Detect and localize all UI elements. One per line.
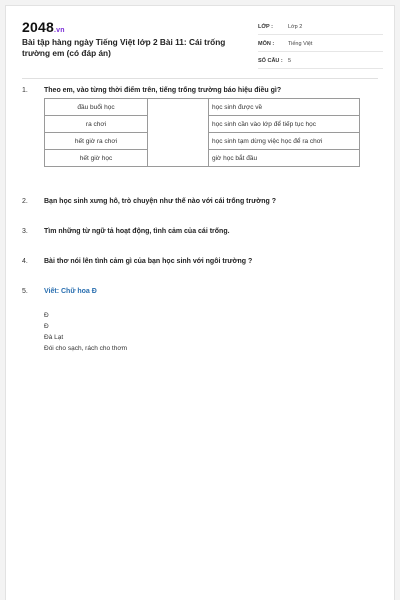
practice-line: Đ [44, 323, 49, 330]
header-divider [22, 78, 378, 79]
match-connector-area[interactable] [148, 99, 209, 167]
question-text: Tìm những từ ngữ tả hoạt động, tình cảm của cái trống. [44, 228, 230, 235]
match-right-cell[interactable]: giờ học bắt đầu [209, 150, 360, 167]
meta-row-count [258, 54, 383, 69]
match-left-cell[interactable]: hết giờ ra chơi [45, 133, 148, 150]
question-number: 2. [22, 198, 28, 205]
worksheet-page [5, 5, 395, 600]
meta-value: Lớp 2 [288, 24, 303, 30]
table-row [45, 99, 360, 116]
document-title: Bài tập hàng ngày Tiếng Việt lớp 2 Bài 11: Cái trống trường em (có đáp án) [22, 37, 226, 58]
writing-practice [44, 310, 127, 354]
match-right-cell[interactable]: học sinh tạm dừng việc học để ra chơi [209, 133, 360, 150]
question-number: 5. [22, 288, 28, 295]
meta-panel [258, 20, 383, 71]
meta-label: MÔN : [258, 41, 275, 47]
practice-line: Đà Lạt [44, 334, 64, 341]
meta-row-grade [258, 20, 383, 35]
match-left-cell[interactable]: ra chơi [45, 116, 148, 133]
match-left-cell[interactable]: đầu buổi học [45, 99, 148, 116]
question-text: Theo em, vào từng thời điểm trên, tiếng trống trường báo hiệu điều gì? [44, 87, 282, 94]
match-left-cell[interactable]: hết giờ học [45, 150, 148, 167]
question-text: Bạn học sinh xưng hô, trò chuyện như thế nào với cái trống trường ? [44, 198, 277, 205]
question-number: 1. [22, 87, 28, 94]
site-logo[interactable] [22, 19, 65, 35]
meta-value: Tiếng Việt [288, 41, 313, 47]
meta-label: SỐ CÂU : [258, 58, 283, 64]
practice-line: Đói cho sạch, rách cho thơm [44, 345, 128, 352]
meta-value: 5 [288, 58, 292, 64]
question-text: Viết: Chữ hoa Đ [44, 288, 97, 295]
match-right-cell[interactable]: học sinh được về [209, 99, 360, 116]
question-number: 3. [22, 228, 28, 235]
practice-line: Đ [44, 312, 49, 319]
meta-label: LỚP : [258, 24, 273, 30]
match-right-cell[interactable]: học sinh cần vào lớp để tiếp tục học [209, 116, 360, 133]
matching-table [44, 98, 360, 167]
meta-row-subject [258, 37, 383, 52]
question-number: 4. [22, 258, 28, 265]
logo-main: 2048 [22, 19, 54, 35]
logo-tld: .vn [53, 27, 65, 34]
question-text: Bài thơ nói lên tình cảm gì của bạn học sinh với ngôi trường ? [44, 258, 253, 265]
